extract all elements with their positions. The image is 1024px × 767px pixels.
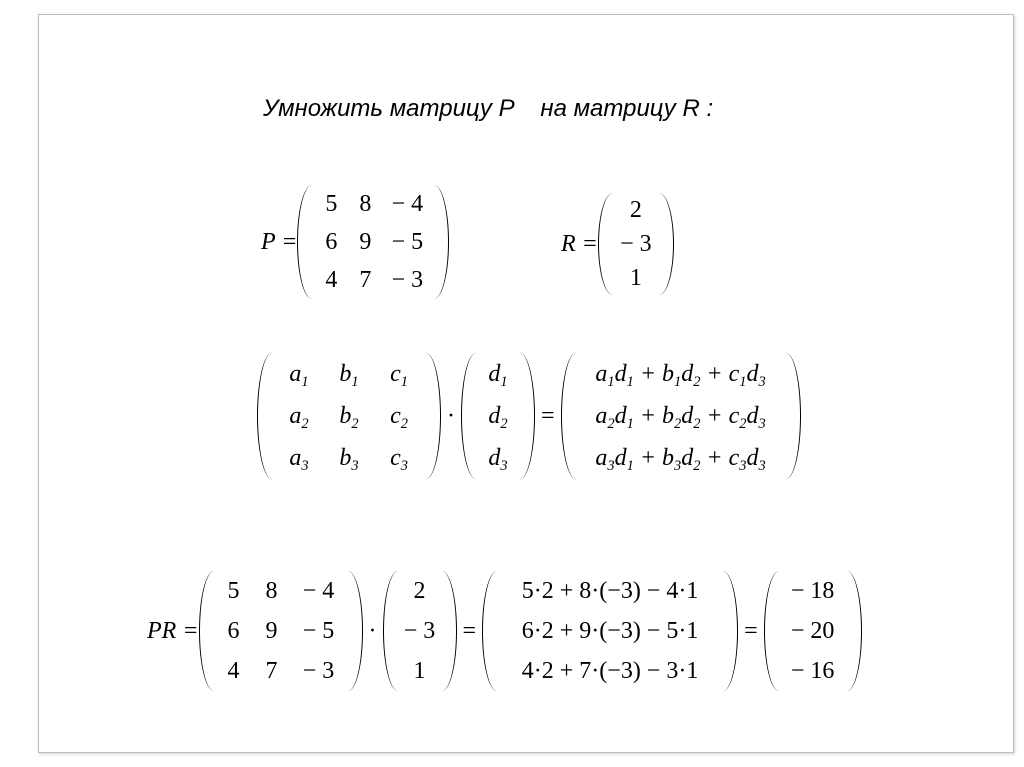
result-cell: − 20: [790, 617, 835, 644]
multiply-dot: ·: [368, 617, 377, 644]
symbolic-cell: $b_2$: [339, 402, 359, 432]
numeric-matrix-p: [199, 571, 363, 691]
matrix-p-cells: [312, 185, 434, 299]
slide: [38, 14, 1014, 753]
matrix-p-definition: [261, 185, 449, 299]
expanded-vector: [482, 571, 738, 691]
symbolic-cell: $c_3$: [390, 444, 408, 474]
right-paren: [426, 353, 441, 479]
symbolic-cell: $d_1$: [488, 360, 508, 390]
matrix-r-label: R =: [561, 230, 598, 257]
right-paren: [520, 353, 535, 479]
matrix-cell: 4: [325, 266, 338, 293]
matrix-p-label: P =: [261, 228, 298, 255]
numeric-vector-r: [383, 571, 457, 691]
matrix-cell: 5: [325, 190, 338, 217]
symbolic-result-row: $a_2d_1 + b_2d_2 + c_2d_3$: [595, 402, 766, 432]
matrix-cell: 2: [629, 196, 642, 223]
matrix-cell: 9: [265, 617, 278, 644]
symbolic-cell: $c_1$: [390, 360, 408, 390]
symbolic-cell: $c_2$: [390, 402, 408, 432]
matrix-cell: 9: [359, 228, 372, 255]
numeric-product: [147, 571, 862, 691]
left-paren: [598, 193, 613, 295]
result-vector-cells: [779, 571, 847, 691]
symbolic-matrix-abc: [257, 353, 441, 479]
matrix-cell: 5: [227, 577, 240, 604]
product-pr-label: PR =: [147, 617, 199, 644]
matrix-cell: 8: [265, 577, 278, 604]
symbolic-cell: $b_3$: [339, 444, 359, 474]
equals-sign: =: [462, 617, 477, 644]
symbolic-result-cells: [576, 353, 786, 479]
left-paren: [764, 571, 779, 691]
symbolic-vector-d: [461, 353, 535, 479]
matrix-cell: − 3: [302, 657, 335, 684]
left-paren: [257, 353, 272, 479]
right-paren: [786, 353, 801, 479]
matrix-cell: − 5: [391, 228, 424, 255]
matrix-cell: 6: [227, 617, 240, 644]
matrix-r-definition: [561, 193, 674, 295]
symbolic-result-row: $a_1d_1 + b_1d_2 + c_1d_3$: [595, 360, 766, 390]
right-paren: [434, 185, 449, 299]
right-paren: [348, 571, 363, 691]
matrix-cell: − 3: [403, 617, 436, 644]
symbolic-cell: $d_3$: [488, 444, 508, 474]
matrix-cell: 1: [413, 657, 426, 684]
multiply-dot: ·: [447, 402, 455, 429]
symbolic-result-row: $a_3d_1 + b_3d_2 + c_3d_3$: [595, 444, 766, 474]
general-product-formula: [257, 353, 801, 479]
matrix-cell: − 3: [620, 230, 652, 257]
matrix-cell: 1: [629, 264, 642, 291]
symbolic-cell: $d_2$: [488, 402, 508, 432]
left-paren: [461, 353, 476, 479]
numeric-matrix-p-cells: [214, 571, 348, 691]
symbolic-result-vector: [561, 353, 801, 479]
equals-sign: =: [744, 617, 758, 644]
equals-sign: =: [541, 402, 555, 429]
symbolic-cell: $a_2$: [289, 402, 309, 432]
symbolic-cell: $a_1$: [289, 360, 309, 390]
matrix-cell: − 5: [302, 617, 335, 644]
matrix-cell: 7: [265, 657, 278, 684]
right-paren: [847, 571, 862, 691]
symbolic-cell: $a_3$: [289, 444, 309, 474]
symbolic-cell: $b_1$: [339, 360, 359, 390]
matrix-cell: − 3: [391, 266, 424, 293]
right-paren: [723, 571, 738, 691]
matrix-cell: 4: [227, 657, 240, 684]
expanded-row: 5·2 + 8·(−3) − 4·1: [521, 577, 699, 604]
matrix-cell: 7: [359, 266, 372, 293]
right-paren: [659, 193, 674, 295]
right-paren: [442, 571, 457, 691]
expanded-row: 6·2 + 9·(−3) − 5·1: [521, 617, 699, 644]
matrix-cell: 2: [413, 577, 426, 604]
matrix-cell: − 4: [391, 190, 424, 217]
result-cell: − 16: [790, 657, 835, 684]
left-paren: [383, 571, 398, 691]
matrix-r: [598, 193, 674, 295]
slide-title: Умножить матрицу P на матрицу R :: [263, 95, 714, 122]
matrix-cell: 8: [359, 190, 372, 217]
left-paren: [199, 571, 214, 691]
result-vector: [764, 571, 862, 691]
left-paren: [297, 185, 312, 299]
matrix-cell: 6: [325, 228, 338, 255]
left-paren: [561, 353, 576, 479]
matrix-p: [297, 185, 449, 299]
left-paren: [482, 571, 497, 691]
expanded-row: 4·2 + 7·(−3) − 3·1: [521, 657, 699, 684]
numeric-vector-r-cells: [398, 571, 442, 691]
symbolic-matrix-abc-cells: [272, 353, 426, 479]
matrix-cell: − 4: [302, 577, 335, 604]
expanded-vector-cells: [497, 571, 723, 691]
result-cell: − 18: [790, 577, 835, 604]
matrix-r-cells: [613, 193, 659, 295]
symbolic-vector-d-cells: [476, 353, 520, 479]
